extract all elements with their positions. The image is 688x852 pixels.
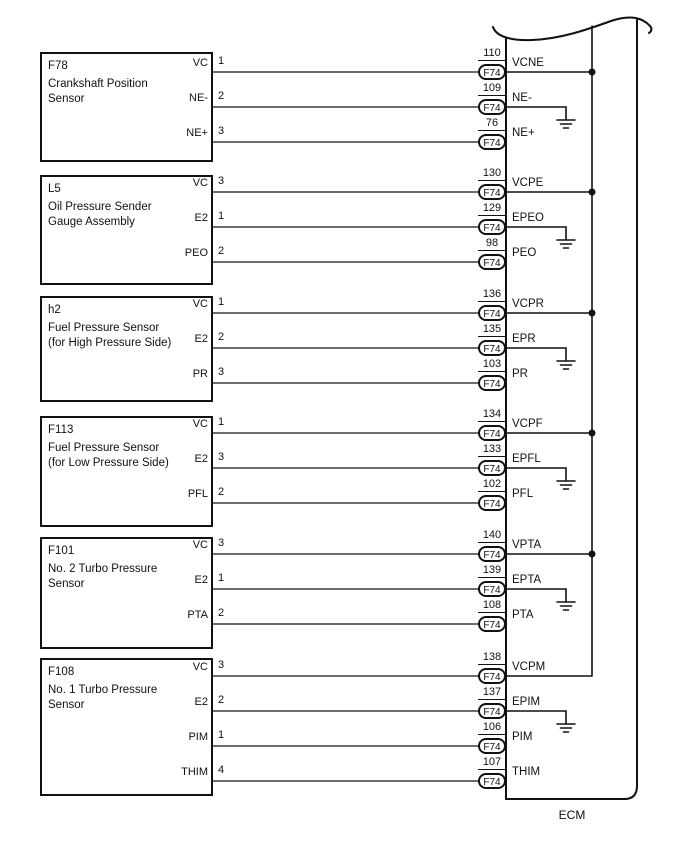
connector-oval: F74	[478, 219, 506, 235]
pin-number-underline	[478, 491, 506, 492]
signal-label: EPEO	[512, 212, 544, 224]
pin-number-underline	[478, 371, 506, 372]
ground-wire-line	[506, 468, 566, 480]
sensor-code: L5	[48, 183, 61, 195]
wire-number: 1	[218, 296, 225, 308]
sensor-code: F101	[48, 545, 75, 557]
ecm-label: ECM	[558, 808, 586, 822]
sensor-code: F78	[48, 60, 68, 72]
signal-label: EPTA	[512, 574, 542, 586]
pin-number-underline	[478, 456, 506, 457]
connector-oval: F74	[478, 668, 506, 684]
wire-number: 2	[218, 245, 225, 257]
junction-dot	[589, 551, 596, 558]
wire-number: 2	[218, 607, 225, 619]
sensor-name-line: (for High Pressure Side)	[48, 337, 172, 349]
pin-number-underline	[478, 664, 506, 665]
pin-number-underline	[478, 734, 506, 735]
sensor-name-line: (for Low Pressure Side)	[48, 457, 169, 469]
ecm-pin-number: 138	[482, 651, 502, 663]
pin-number-underline	[478, 769, 506, 770]
ground-wire-line	[506, 589, 566, 601]
connector-oval: F74	[478, 581, 506, 597]
signal-label: EPIM	[512, 696, 541, 708]
sensor-pin-label: VC	[192, 177, 208, 189]
sensor-pin-label: E2	[194, 212, 208, 224]
ecm-pin-number: 129	[482, 202, 502, 214]
ecm-pin-number: 103	[482, 358, 502, 370]
signal-label: EPFL	[512, 453, 541, 465]
signal-label: PTA	[512, 609, 534, 621]
signal-label: VCPE	[512, 177, 544, 189]
sensor-name-line: Fuel Pressure Sensor	[48, 322, 160, 334]
ecm-pin-number: 108	[482, 599, 502, 611]
ecm-pin-number: 130	[482, 167, 502, 179]
connector-oval: F74	[478, 64, 506, 80]
sensor-name-line: No. 2 Turbo Pressure	[48, 563, 158, 575]
ecm-pin-number: 133	[482, 443, 502, 455]
ecm-pin-number: 102	[482, 478, 502, 490]
ground-wire-line	[506, 107, 566, 119]
sensor-name-line: No. 1 Turbo Pressure	[48, 684, 158, 696]
connector-oval: F74	[478, 495, 506, 511]
sensor-pin-label: THIM	[181, 766, 208, 778]
sensor-pin-label: VC	[192, 418, 208, 430]
ecm-pin-number: 110	[483, 47, 501, 59]
junction-dot	[589, 69, 596, 76]
pin-number-underline	[478, 60, 506, 61]
wire-number: 4	[218, 764, 225, 776]
signal-label: NE-	[512, 92, 532, 104]
connector-oval: F74	[478, 99, 506, 115]
wire-number: 1	[218, 55, 225, 67]
wire-number: 2	[218, 694, 225, 706]
wire-number: 3	[218, 451, 225, 463]
connector-oval: F74	[478, 546, 506, 562]
signal-label: VCPM	[512, 661, 546, 673]
pin-number-underline	[478, 421, 506, 422]
signal-label: NE+	[512, 127, 535, 139]
connector-oval: F74	[478, 340, 506, 356]
ecm-pin-number: 137	[482, 686, 502, 698]
signal-label: VCNE	[512, 57, 544, 69]
pin-number-underline	[478, 215, 506, 216]
ecm-pin-number: 106	[482, 721, 502, 733]
sensor-pin-label: NE-	[189, 92, 208, 104]
pin-number-underline	[478, 250, 506, 251]
sensor-box	[40, 175, 213, 285]
signal-label: VCPR	[512, 298, 544, 310]
sensor-pin-label: VC	[192, 661, 208, 673]
wire-number: 3	[218, 537, 225, 549]
sensor-pin-label: PFL	[187, 488, 208, 500]
sensor-pin-label: E2	[194, 574, 208, 586]
sensor-pin-label: VC	[192, 539, 208, 551]
wire-number: 1	[218, 210, 225, 222]
pin-number-underline	[478, 180, 506, 181]
junction-dot	[589, 189, 596, 196]
connector-oval: F74	[478, 134, 506, 150]
signal-label: VPTA	[512, 539, 542, 551]
connector-oval: F74	[478, 254, 506, 270]
connector-oval: F74	[478, 703, 506, 719]
pin-number-underline	[478, 301, 506, 302]
connector-oval: F74	[478, 616, 506, 632]
signal-label: PIM	[512, 731, 533, 743]
sensor-pin-label: VC	[192, 57, 208, 69]
connector-oval: F74	[478, 425, 506, 441]
ground-wire-line	[506, 348, 566, 360]
signal-label: PR	[512, 368, 528, 380]
sensor-code: h2	[48, 304, 61, 316]
connector-oval: F74	[478, 375, 506, 391]
ecm-pin-number: 134	[482, 408, 502, 420]
signal-label: THIM	[512, 766, 541, 778]
sensor-pin-label: NE+	[186, 127, 208, 139]
junction-dot	[589, 310, 596, 317]
sensor-pin-label: PTA	[187, 609, 208, 621]
sensor-pin-label: VC	[192, 298, 208, 310]
wire-number: 3	[218, 175, 225, 187]
sensor-name-line: Sensor	[48, 578, 85, 590]
pin-number-underline	[478, 542, 506, 543]
ecm-pin-number: 139	[482, 564, 502, 576]
ecm-pin-number: 98	[485, 237, 499, 249]
connector-oval: F74	[478, 184, 506, 200]
signal-label: VCPF	[512, 418, 543, 430]
sensor-pin-label: PEO	[184, 247, 208, 259]
ground-wire-line	[506, 227, 566, 239]
sensor-name-line: Crankshaft Position	[48, 78, 148, 90]
pin-number-underline	[478, 577, 506, 578]
signal-label: EPR	[512, 333, 536, 345]
wire-number: 1	[218, 416, 225, 428]
wire-number: 3	[218, 659, 225, 671]
ecm-pin-number: 135	[482, 323, 502, 335]
wire-number: 1	[218, 572, 225, 584]
ecm-pin-number: 76	[485, 117, 499, 129]
ecm-pin-number: 107	[482, 756, 502, 768]
connector-oval: F74	[478, 305, 506, 321]
wire-number: 3	[218, 125, 225, 137]
wire-number: 2	[218, 331, 225, 343]
pin-number-underline	[478, 130, 506, 131]
sensor-name-line: Oil Pressure Sender	[48, 201, 152, 213]
ecm-pin-number: 140	[482, 529, 502, 541]
pin-number-underline	[478, 612, 506, 613]
sensor-name-line: Gauge Assembly	[48, 216, 135, 228]
sensor-pin-label: E2	[194, 333, 208, 345]
signal-label: PEO	[512, 247, 537, 259]
ecm-top-wavy-edge	[493, 18, 651, 41]
sensor-pin-label: E2	[194, 696, 208, 708]
pin-number-underline	[478, 699, 506, 700]
wire-number: 1	[218, 729, 225, 741]
sensor-pin-label: PR	[192, 368, 208, 380]
ecm-pin-number: 109	[482, 82, 502, 94]
sensor-name-line: Sensor	[48, 699, 85, 711]
junction-dot	[589, 430, 596, 437]
sensor-name-line: Sensor	[48, 93, 85, 105]
wire-number: 2	[218, 486, 225, 498]
wire-number: 3	[218, 366, 225, 378]
sensor-code: F108	[48, 666, 75, 678]
pin-number-underline	[478, 336, 506, 337]
ecm-pin-number: 136	[482, 288, 502, 300]
connector-oval: F74	[478, 773, 506, 789]
sensor-pin-label: E2	[194, 453, 208, 465]
connector-oval: F74	[478, 738, 506, 754]
connector-oval: F74	[478, 460, 506, 476]
sensor-code: F113	[48, 424, 74, 436]
signal-label: PFL	[512, 488, 534, 500]
sensor-pin-label: PIM	[188, 731, 208, 743]
sensor-name-line: Fuel Pressure Sensor	[48, 442, 160, 454]
pin-number-underline	[478, 95, 506, 96]
wire-number: 2	[218, 90, 225, 102]
ground-wire-line	[506, 711, 566, 723]
